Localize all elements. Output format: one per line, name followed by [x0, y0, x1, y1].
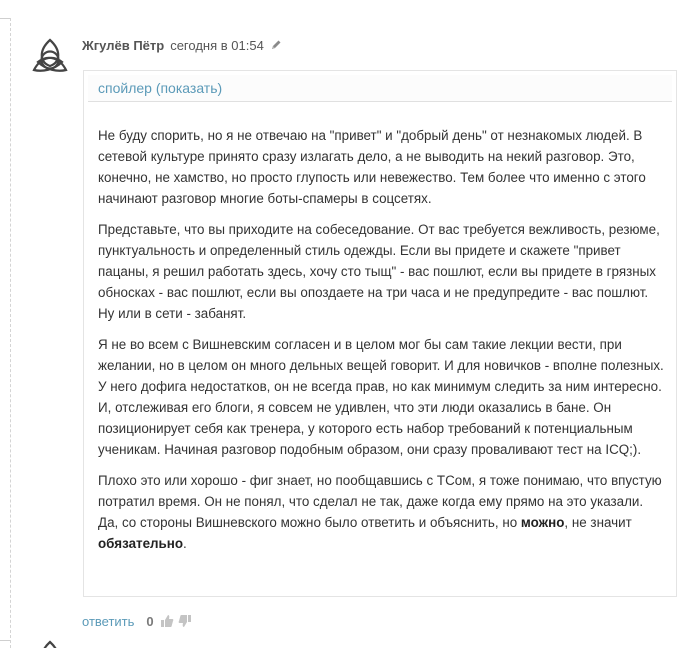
pencil-icon[interactable] — [270, 39, 282, 51]
spoiler-header — [88, 75, 672, 102]
paragraph: Я не во всем с Вишневским согласен и в целом мог бы сам такие лекции вести, при желании, но в целом он много дельных вещей говорит. И для новичков - вполне полезных. У него дофига недостатков, он не всегда прав, но как минимум следить за ним интересно. И, отслеживая его блоги, я совсем не удивлен, что эти люди оказались в бане. Он позиционирует себя как тренера, у которого есть набор требований к потенциальным ученикам. Начиная разговор подобным образом, они сразу проваливают тест на ICQ;). — [98, 337, 664, 457]
thread-line — [10, 18, 11, 648]
reply-button[interactable]: ответить — [82, 613, 135, 629]
paragraph-text: , не значит — [564, 515, 632, 530]
paragraph: Не буду спорить, но я не отвечаю на "привет" и "добрый день" от незнакомых людей. В сетевой культуре принято сразу излагать дело, а не выводить на некий разговор. Это, конечно, не хамство, но просто глупость или невежество. Тем более что именно с этого начинают разговор многие боты-спамеры в соцсетях. — [98, 128, 646, 206]
author-name[interactable]: Жгулёв Пётр — [82, 37, 165, 53]
paragraph-text: . — [183, 536, 187, 551]
paragraph — [98, 470, 664, 554]
paragraph: Представьте, что вы приходите на собеседование. От вас требуется вежливость, резюме, пунктуальность и определенный стиль одежды. Если вы придете и скажете "привет пацаны, я решил работать здесь, хочу сто тыщ" - вас пошлют, если вы придете в грязных обносках - вас пошлют, если вы опоздаете на три часа и не предупредите - вас пошлют. Ну или в сети - забанят. — [98, 222, 660, 321]
thumbs-up-icon[interactable] — [160, 614, 174, 628]
thread-connector — [0, 640, 10, 641]
next-avatar — [30, 638, 70, 648]
bold-text: можно — [520, 515, 565, 530]
thumbs-down-icon[interactable] — [178, 614, 192, 628]
comment-date[interactable]: сегодня в 01:54 — [170, 37, 264, 53]
avatar[interactable] — [30, 36, 70, 76]
thread-connector — [0, 18, 10, 19]
spoiler-content — [98, 125, 664, 564]
vote-score: 0 — [146, 613, 154, 629]
comment-body — [83, 70, 677, 597]
paragraph-text: Плохо это или хорошо - фиг знает, но пообщавшись с ТСом, я тоже понимаю, что впустую потратил время. Он не понял, что сделал не так, даже когда ему прямо на это указали. Да, со стороны Вишневского можно было ответить и объяснить, но — [98, 473, 662, 530]
comment-header — [82, 36, 282, 54]
comment-footer — [82, 612, 196, 630]
triquetra-icon — [30, 36, 70, 76]
triquetra-icon — [30, 638, 70, 648]
bold-text: обязательно — [98, 536, 184, 551]
spoiler-toggle[interactable]: спойлер (показать) — [98, 80, 223, 96]
